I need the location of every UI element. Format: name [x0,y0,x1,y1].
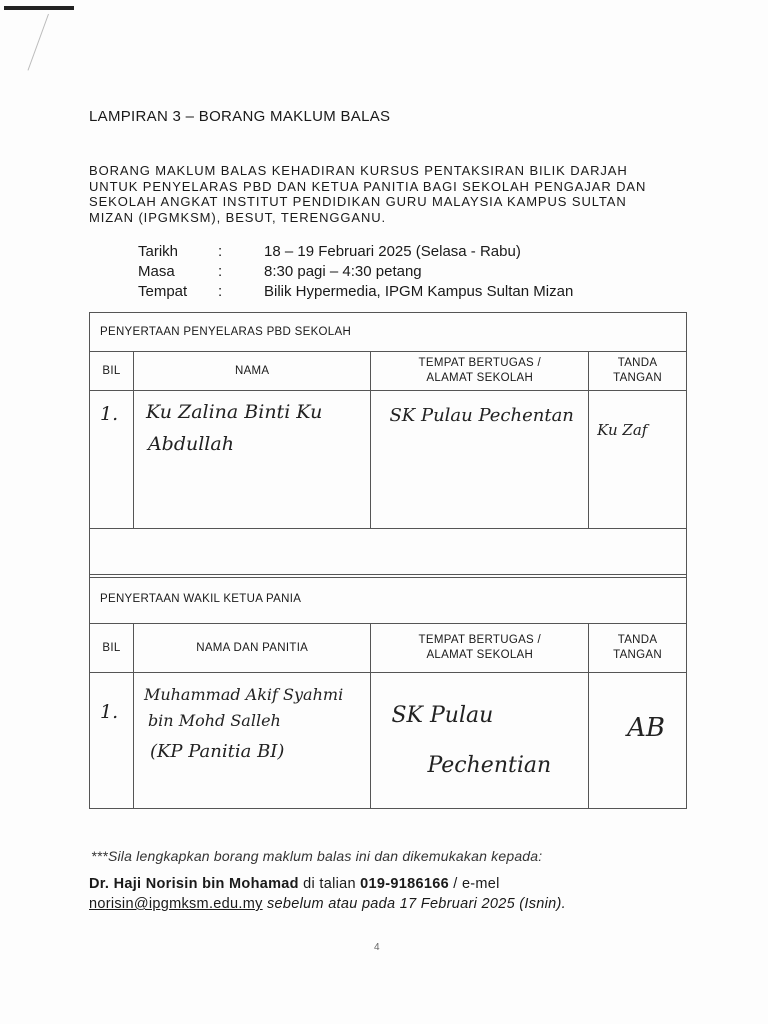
tempat-line2: Pechentian [427,753,552,778]
info-row-date [138,242,573,262]
info-value: Bilik Hypermedia, IPGM Kampus Sultan Mizan [264,283,574,300]
nama-line2: Abdullah [147,433,234,455]
info-label: Masa [138,263,175,280]
header-tempat-line2: ALAMAT SEKOLAH [426,372,534,384]
row-tempat: SK Pulau Pechentan [371,391,589,529]
info-colon: : [218,243,223,260]
section-title: PENYERTAAN WAKIL KETUA PANIA [90,575,687,624]
page-heading: LAMPIRAN 3 – BORANG MAKLUM BALAS [89,108,391,125]
contact-email-link[interactable]: norisin@ipgmksm.edu.my [89,896,263,912]
header-bil: BIL [90,352,134,391]
row-bil: 1. [90,391,134,529]
nama-line1: Ku Zalina Binti Ku [145,401,323,423]
nama-line3: (KP Panitia BI) [149,741,285,762]
section-title: PENYERTAAN PENYELARAS PBD SEKOLAH [90,313,687,352]
contact-text: di talian [298,876,361,892]
contact-phone: 019-9186166 [360,876,449,892]
header-nama: NAMA [133,352,371,391]
row-bil: 1. [90,673,134,809]
header-tempat-line1: TEMPAT BERTUGAS / [418,634,542,646]
scan-line [28,14,49,71]
contact-paragraph [89,874,664,914]
row-nama [133,391,371,529]
header-nama: NAMA DAN PANITIA [133,624,371,673]
tempat-line1: SK Pulau [391,703,494,728]
row-nama [133,673,371,809]
instruction-note: ***Sila lengkapkan borang maklum balas ini dan dikemukakan kepada: [91,848,543,864]
page-number: 4 [374,942,380,953]
info-colon: : [218,263,223,280]
header-tempat-line1: TEMPAT BERTUGAS / [418,357,541,369]
signature: AB [627,713,665,743]
info-row-time [138,262,573,282]
info-row-place [138,282,573,302]
table-row [90,673,687,809]
header-tanda [589,352,687,391]
header-tempat-line2: ALAMAT SEKOLAH [426,649,534,661]
info-colon: : [218,283,223,300]
header-tanda-line2: TANGAN [613,372,662,384]
header-tanda [589,624,687,673]
info-value: 8:30 pagi – 4:30 petang [264,263,422,280]
event-info [138,242,573,302]
intro-paragraph: BORANG MAKLUM BALAS KEHADIRAN KURSUS PENTAKSIRAN BILIK DARJAH UNTUK PENYELARAS PBD DAN KETUA PANITIA BAGI SEKOLAH PENGAJAR DAN SEKOLAH ANGKAT INSTITUT PENDIDIKAN GURU MALAYSIA KAMPUS SULTAN MIZAN (IPGMKSM), BESUT, TERENGGANU. [89,163,647,225]
header-tempat [371,624,589,673]
table-row [90,391,687,529]
info-value: 18 – 19 Februari 2025 (Selasa - Rabu) [264,243,521,260]
row-signature [589,391,687,529]
header-tempat [371,352,589,391]
row-tempat [371,673,589,809]
pbd-coordinator-table [89,312,687,578]
scan-mark [4,6,74,10]
nama-line1: Muhammad Akif Syahmi [143,685,344,704]
row-signature [589,673,687,809]
header-tanda-line2: TANGAN [613,649,662,661]
header-bil: BIL [90,624,134,673]
signature: Ku Zaf [597,421,648,439]
panel-head-table [89,574,687,809]
info-label: Tempat [138,283,188,300]
contact-deadline: sebelum atau pada 17 Februari 2025 (Isnin). [262,896,567,912]
contact-name: Dr. Haji Norisin bin Mohamad [89,876,299,892]
header-tanda-line1: TANDA [617,634,658,646]
header-tanda-line1: TANDA [617,357,658,369]
spacer-row [90,529,687,578]
info-label: Tarikh [138,243,179,260]
nama-line2: bin Mohd Salleh [147,711,281,730]
contact-text: / e-mel [448,876,500,892]
